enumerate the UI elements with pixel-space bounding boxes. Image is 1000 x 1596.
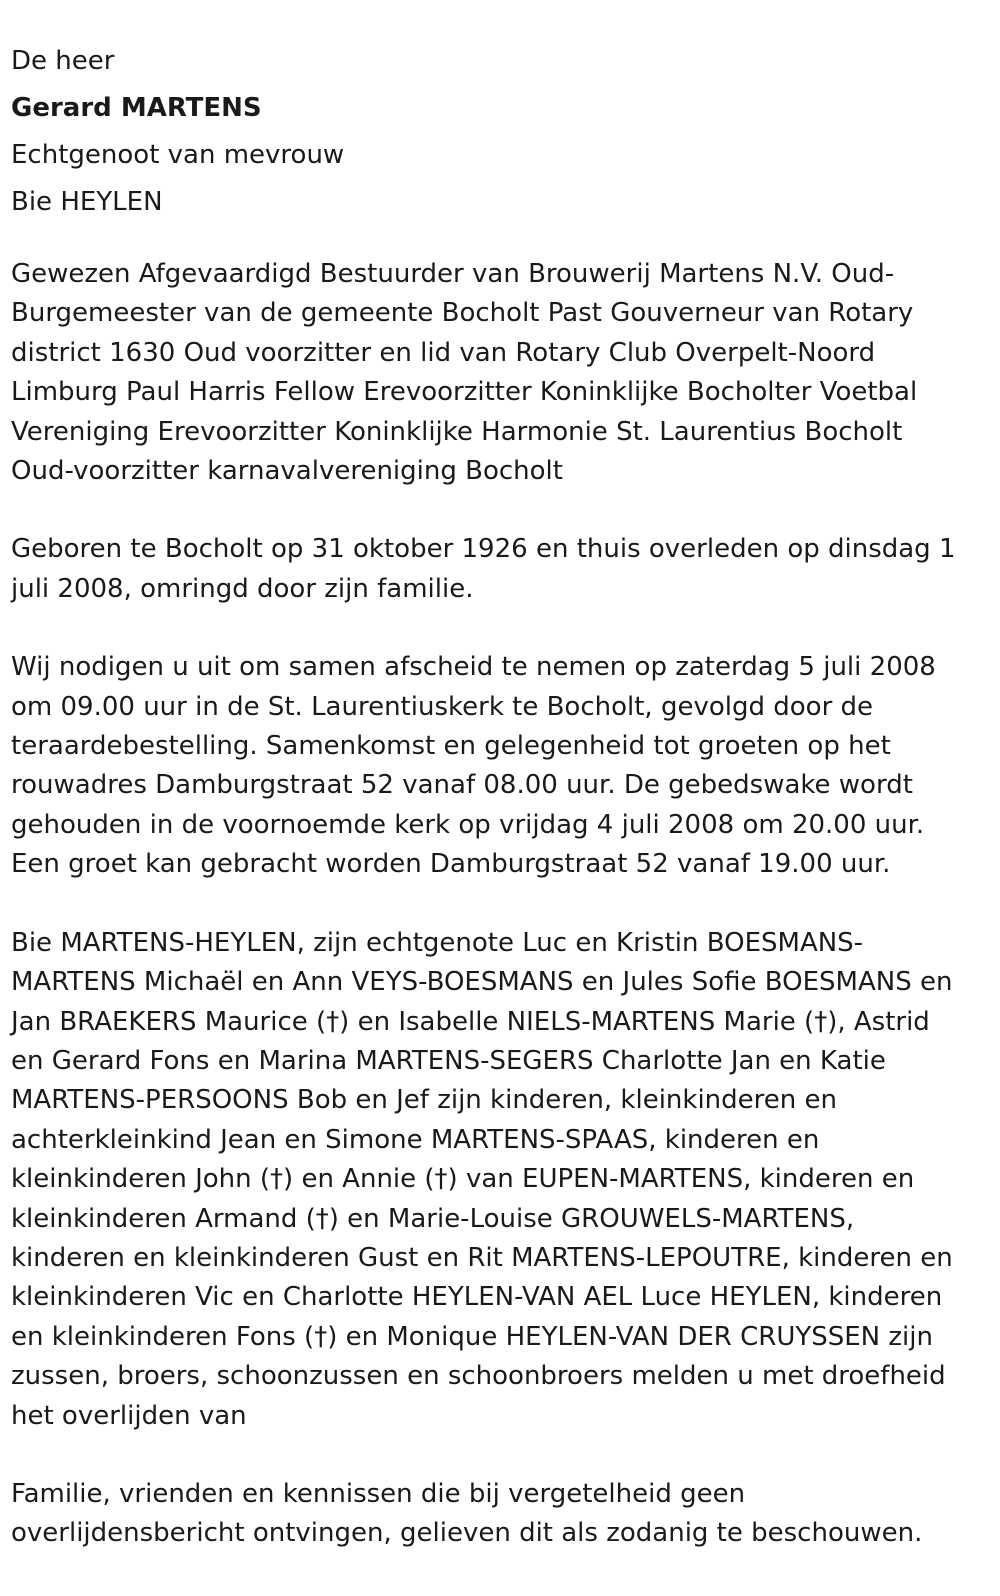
closing-paragraph: Familie, vrienden en kennissen die bij vergetelheid geen overlijdensbericht ontvingen, gelieven dit als zodanig te beschouwen.: [11, 1478, 923, 1549]
family-paragraph: Bie MARTENS-HEYLEN, zijn echtgenote Luc en Kristin BOESMANS-MARTENS Michaël en Ann VEYS-BOESMANS en Jules Sofie BOESMANS en Jan BRAEKERS Maurice (†) en Isabelle NIELS-MARTENS Marie (†), Astrid en Gerard Fons en Marina MARTENS-SEGERS Charlotte Jan en Katie MARTENS-PERSOONS Bob en Jef zijn kinderen, kleinkinderen en achterkleinkind Jean en Simone MARTENS-SPAAS, kinderen en kleinkinderen John (†) en Annie (†) van EUPEN-MARTENS, kinderen en kleinkinderen Armand (†) en Marie-Louise GROUWELS-MARTENS, kinderen en kleinkinderen Gust en Rit MARTENS-LEPOUTRE, kinderen en kleinkinderen Vic en Charlotte HEYLEN-VAN AEL Luce HEYLEN, kinderen en kleinkinderen Fons (†) en Monique HEYLEN-VAN DER CRUYSSEN zijn zussen, broers, schoonzussen en schoonbroers melden u met droefheid het overlijden van: [11, 927, 953, 1431]
deceased-name: Gerard MARTENS: [11, 93, 262, 123]
functions-paragraph: Gewezen Afgevaardigd Bestuurder van Brouwerij Martens N.V. Oud-Burgemeester van de gemeente Bocholt Past Gouverneur van Rotary district 1630 Oud voorzitter en lid van Rotary Club Overpelt-Noord Limburg Paul Harris Fellow Erevoorzitter Koninklijke Bocholter Voetbal Vereniging Erevoorzitter Koninklijke Harmonie St. Laurentius Bocholt Oud-voorzitter karnavalvereniging Bocholt: [11, 259, 918, 487]
spouse-name: Bie HEYLEN: [11, 187, 163, 217]
salutation: De heer: [11, 46, 115, 76]
funeral-paragraph: Wij nodigen u uit om samen afscheid te nemen op zaterdag 5 juli 2008 om 09.00 uur in de St. Laurentiuskerk te Bocholt, gevolgd door de teraardebestelling. Samenkomst en gelegenheid tot groeten op het rouwadres Damburgstraat 52 vanaf 08.00 uur. De gebedswake wordt gehouden in de voornoemde kerk op vrijdag 4 juli 2008 om 20.00 uur. Een groet kan gebracht worden Damburgstraat 52 vanaf 19.00 uur.: [11, 652, 936, 880]
birth-death-paragraph: Geboren te Bocholt op 31 oktober 1926 en thuis overleden op dinsdag 1 juli 2008, omringd door zijn familie.: [11, 534, 956, 604]
relation-text: Echtgenoot van mevrouw: [11, 140, 345, 170]
